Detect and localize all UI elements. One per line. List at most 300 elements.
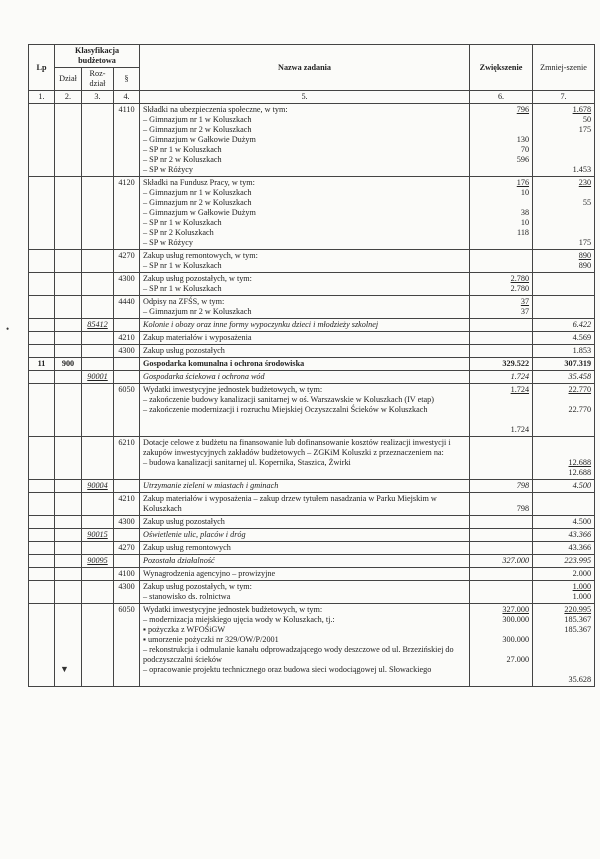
cell-paragraf: 4120 [114,177,140,250]
cell-dzial [55,104,82,177]
line-text: Wydatki inwestycyjne jednostek budżetowych, w tym: [143,605,323,614]
line-decrease [536,188,591,198]
cell-paragraf: 6050 [114,384,140,437]
cell-zwiekszenie [470,273,533,296]
cell-lp [29,371,55,384]
line-decrease: 6.422 [572,320,592,329]
cell-dzial [55,555,82,568]
cell-zwiekszenie [470,177,533,250]
cell-lp [29,581,55,604]
line-text: Wydatki inwestycyjne jednostek budżetowych, w tym: [143,385,323,394]
cell-paragraf [114,371,140,384]
cell-rozdzial: 90001 [82,371,114,384]
line-decrease [536,135,591,145]
line-text: Zakup materiałów i wyposażenia – zakup drzew tytułem nasadzania w Parku Miejskim w Koluszkach [143,494,437,513]
cell-zmniejszenie [533,177,595,250]
cell-lp [29,480,55,493]
line-increase [473,517,529,527]
line-decrease: 1.453 [572,165,592,174]
cell-dzial [55,542,82,555]
line-decrease [536,284,591,294]
cell-dzial [55,581,82,604]
cell-rozdzial [82,581,114,604]
line-increase [473,333,529,343]
cell-zmniejszenie [533,296,595,319]
cell-nazwa [140,332,470,345]
line-increase [473,198,529,208]
line-text: Składki na Fundusz Pracy, w tym: [143,178,255,187]
line-decrease: 185.367 [564,625,592,634]
line-increase [473,165,529,175]
cell-lp [29,296,55,319]
cell-paragraf [114,555,140,568]
cell-zwiekszenie [470,371,533,384]
table-row [29,371,595,384]
cell-nazwa [140,542,470,555]
line-text: – SP w Różycy [143,165,193,174]
line-decrease [536,218,591,228]
cell-zwiekszenie [470,437,533,480]
cell-zmniejszenie [533,568,595,581]
line-text: – SP nr 2 w Koluszkach [143,155,222,164]
line-decrease: 890 [578,261,592,270]
line-decrease: 2.000 [572,569,592,578]
cell-nazwa [140,568,470,581]
cell-rozdzial [82,296,114,319]
cell-paragraf: 4270 [114,542,140,555]
cell-lp [29,529,55,542]
line-text: Zakup materiałów i wyposażenia [143,333,252,342]
line-decrease: 4.569 [572,333,592,342]
cell-lp [29,177,55,250]
line-text: Gospodarka komunalna i ochrona środowiska [143,359,305,368]
line-decrease: 1.853 [572,346,592,355]
line-increase [473,569,529,579]
cell-zwiekszenie [470,516,533,529]
table-row [29,581,595,604]
cell-zwiekszenie [470,345,533,358]
cell-zmniejszenie [533,437,595,480]
cell-rozdzial [82,568,114,581]
cell-nazwa [140,480,470,493]
cell-paragraf: 4300 [114,345,140,358]
cell-lp [29,437,55,480]
line-text: Dotacje celowe z budżetu na finansowanie lub dofinansowanie kosztów realizacji inwestycji i zakupów inwestycyjnych zakładów budżetowych – ZGKiM Koluszki z przeznaczeniem na: [143,438,451,457]
cell-zmniejszenie [533,480,595,493]
cell-nazwa [140,581,470,604]
cell-dzial [55,273,82,296]
table-row [29,273,595,296]
line-decrease: 890 [578,251,592,260]
line-decrease: 307.319 [564,359,592,368]
line-text: ▪ pożyczka z WFOŚiGW [143,625,226,634]
line-text: – SP nr 1 w Koluszkach [143,145,222,154]
line-increase: 327.000 [502,556,530,565]
line-increase [473,530,529,540]
line-decrease [536,208,591,218]
table-row [29,384,595,437]
cell-zwiekszenie [470,250,533,273]
cell-lp [29,493,55,516]
cell-zwiekszenie [470,581,533,604]
line-decrease [536,228,591,238]
col-number: 3. [82,91,114,104]
line-increase: 596 [516,155,530,164]
line-decrease [536,635,591,645]
cell-paragraf [114,480,140,493]
line-decrease: 1.000 [572,582,592,591]
table-row [29,568,595,581]
cell-dzial [55,177,82,250]
line-increase [473,251,529,261]
cell-nazwa [140,384,470,437]
table-row [29,529,595,542]
cell-nazwa [140,104,470,177]
line-increase: 329.522 [502,359,530,368]
cell-dzial [55,319,82,332]
line-increase: 2.780 [510,284,530,293]
cell-lp [29,273,55,296]
line-text: – Gimnazjum nr 1 w Koluszkach [143,188,252,197]
cell-paragraf: 4110 [114,104,140,177]
line-text: Składki na ubezpieczenia społeczne, w tym: [143,105,288,114]
cell-rozdzial [82,177,114,250]
line-text: Zakup usług remontowych [143,543,231,552]
cell-zmniejszenie [533,345,595,358]
cell-zwiekszenie [470,493,533,516]
cell-rozdzial [82,273,114,296]
line-decrease: 35.458 [568,372,592,381]
line-decrease [536,415,591,435]
line-increase: 327.000 [502,605,530,614]
line-text: – SP nr 1 w Koluszkach [143,261,222,270]
line-text: – stanowisko ds. rolnictwa [143,592,231,601]
line-text: – budowa kanalizacji sanitarnej ul. Kopernika, Staszica, Żwirki [143,458,351,467]
cell-zwiekszenie [470,332,533,345]
cell-paragraf: 6210 [114,437,140,480]
line-text: Kolonie i obozy oraz inne formy wypoczynku dzieci i młodzieży szkolnej [143,320,379,329]
line-increase: 1.724 [510,372,530,381]
cell-zwiekszenie [470,568,533,581]
line-increase: 10 [520,218,530,227]
cell-rozdzial: 85412 [82,319,114,332]
col-klasyfikacja-header: Klasyfikacja budżetowa [55,45,140,68]
line-text: – Gimnazjum w Gałkowie Dużym [143,135,256,144]
line-text: Zakup usług pozostałych, w tym: [143,274,252,283]
line-decrease: 22.770 [568,385,592,394]
table-row [29,319,595,332]
cell-rozdzial [82,250,114,273]
table-row [29,250,595,273]
col-zmniejszenie-header: Zmniej-szenie [533,45,595,91]
line-text: ▪ umorzenie pożyczki nr 329/OW/P/2001 [143,635,279,644]
cell-rozdzial [82,516,114,529]
col-zwiekszenie-header: Zwiększenie [470,45,533,91]
cell-rozdzial [82,542,114,555]
cell-nazwa [140,177,470,250]
cell-nazwa [140,358,470,371]
cell-nazwa [140,555,470,568]
cell-zmniejszenie [533,273,595,296]
line-increase: 130 [516,135,530,144]
cell-zwiekszenie [470,104,533,177]
cell-paragraf: 6050 [114,604,140,687]
cell-rozdzial: 90015 [82,529,114,542]
line-text: – SP nr 1 w Koluszkach [143,218,222,227]
cell-nazwa [140,345,470,358]
cell-paragraf: 4300 [114,516,140,529]
line-increase: 27.000 [506,655,530,664]
line-text: – rekonstrukcja i odmulanie kanału odprowadzającego wody deszczowe od ul. Brzezińskiej do podczyszczalni ścieków [143,645,454,664]
col-lp-header: Lp [29,45,55,91]
cell-zmniejszenie [533,104,595,177]
line-text: Gospodarka ściekowa i ochrona wód [143,372,265,381]
line-decrease [536,155,591,165]
cell-zmniejszenie [533,604,595,687]
line-decrease [536,307,591,317]
cell-lp [29,332,55,345]
column-number-row [29,91,595,104]
cell-dzial [55,568,82,581]
cell-zmniejszenie [533,358,595,371]
table-row [29,345,595,358]
cell-rozdzial [82,104,114,177]
line-decrease: 230 [578,178,592,187]
line-decrease: 55 [582,198,592,207]
cell-lp [29,250,55,273]
cell-zmniejszenie [533,493,595,516]
line-decrease [536,145,591,155]
line-decrease: 4.500 [572,481,592,490]
cell-lp [29,568,55,581]
cell-nazwa [140,437,470,480]
line-decrease [536,645,591,665]
table-row [29,437,595,480]
line-increase [473,625,529,635]
line-increase: 37 [520,297,530,306]
cell-dzial [55,529,82,542]
line-decrease: 4.500 [572,517,592,526]
line-decrease: 1.678 [572,105,592,114]
cell-dzial [55,296,82,319]
line-decrease [536,274,591,284]
line-text: Utrzymanie zieleni w miastach i gminach [143,481,279,490]
cell-lp [29,516,55,529]
cell-zwiekszenie [470,296,533,319]
cell-dzial [55,250,82,273]
line-increase [473,346,529,356]
line-decrease: 43.366 [568,530,592,539]
cell-dzial [55,493,82,516]
line-decrease: 12.688 [568,468,592,477]
cell-paragraf: 4210 [114,332,140,345]
line-decrease [536,297,591,307]
line-text: – SP w Różycy [143,238,193,247]
cell-nazwa [140,529,470,542]
cell-lp [29,542,55,555]
cell-dzial [55,604,82,687]
line-text: – Gimnazjum nr 1 w Koluszkach [143,115,252,124]
scan-mark: ▼ [60,664,69,674]
line-text: – opracowanie projektu technicznego oraz budowa sieci wodociągowej ul. Słowackiego [143,665,432,674]
line-text: Odpisy na ZFŚS, w tym: [143,297,225,306]
cell-zmniejszenie [533,371,595,384]
cell-nazwa [140,319,470,332]
line-decrease: 175 [578,125,592,134]
line-increase [473,115,529,125]
line-decrease: 185.367 [564,615,592,624]
line-increase: 300.000 [502,635,530,644]
line-increase [473,395,529,415]
line-increase: 2.780 [510,274,530,283]
line-decrease: 12.688 [568,458,592,467]
line-increase: 118 [517,228,530,237]
table-row [29,493,595,516]
header-row [29,45,595,68]
line-decrease: 175 [578,238,592,247]
line-increase: 300.000 [502,615,530,624]
line-text: Oświetlenie ulic, placów i dróg [143,530,246,539]
table-row [29,480,595,493]
cell-nazwa [140,371,470,384]
cell-zwiekszenie [470,358,533,371]
line-text: Pozostała działalność [143,556,215,565]
cell-dzial [55,437,82,480]
line-increase [473,238,529,248]
budget-table [28,44,595,687]
cell-zwiekszenie [470,480,533,493]
cell-dzial [55,384,82,437]
line-increase [473,438,529,468]
cell-zwiekszenie [470,542,533,555]
cell-rozdzial [82,604,114,687]
cell-dzial [55,371,82,384]
cell-paragraf [114,529,140,542]
col-dzial-header: Dział [55,68,82,91]
line-decrease: 35.628 [568,675,592,684]
cell-zwiekszenie [470,604,533,687]
cell-lp [29,604,55,687]
cell-lp: 11 [29,358,55,371]
line-text: – zakończenie modernizacji i rozruchu Miejskiej Oczyszczalni Ścieków w Koluszkach [143,405,428,414]
line-decrease: 22.770 [568,405,592,414]
line-increase [473,592,529,602]
col-number: 7. [533,91,595,104]
line-text: – zakończenie budowy kanalizacji sanitarnej w oś. Warszawskie w Koluszkach (IV etap) [143,395,434,404]
line-increase [473,261,529,271]
line-increase: 1.724 [510,425,530,434]
scan-mark: • [6,324,10,334]
cell-zwiekszenie [470,384,533,437]
col-nazwa-header: Nazwa zadania [140,45,470,91]
cell-nazwa [140,273,470,296]
line-increase [473,582,529,592]
line-decrease: 50 [582,115,592,124]
line-increase: 798 [516,481,530,490]
cell-nazwa [140,516,470,529]
line-decrease: 1.000 [572,592,592,601]
table-row [29,177,595,250]
line-text: – SP nr 2 Koluszkach [143,228,214,237]
cell-zwiekszenie [470,555,533,568]
line-text: Zakup usług pozostałych [143,517,225,526]
cell-rozdzial [82,384,114,437]
line-increase [473,125,529,135]
line-text: – SP nr 1 w Koluszkach [143,284,222,293]
table-row [29,296,595,319]
cell-zmniejszenie [533,332,595,345]
cell-paragraf: 4100 [114,568,140,581]
cell-rozdzial [82,332,114,345]
line-increase [473,468,529,478]
cell-lp [29,104,55,177]
line-increase: 38 [520,208,530,217]
col-number: 4. [114,91,140,104]
table-row [29,555,595,568]
col-number: 1. [29,91,55,104]
line-text: Wynagrodzenia agencyjno – prowizyjne [143,569,276,578]
cell-lp [29,555,55,568]
cell-paragraf: 4270 [114,250,140,273]
cell-paragraf [114,319,140,332]
line-decrease [536,494,591,514]
cell-paragraf [114,358,140,371]
cell-rozdzial [82,358,114,371]
cell-zmniejszenie [533,542,595,555]
line-text: Zakup usług pozostałych [143,346,225,355]
cell-dzial [55,516,82,529]
cell-lp [29,384,55,437]
cell-lp [29,319,55,332]
cell-zwiekszenie [470,319,533,332]
line-text: – Gimnazjum nr 2 w Koluszkach [143,198,252,207]
line-text: – Gimnazjum nr 2 w Koluszkach [143,125,252,134]
cell-dzial [55,480,82,493]
table-row [29,104,595,177]
cell-nazwa [140,250,470,273]
line-increase [473,543,529,553]
col-rozdzial-header: Roz-dział [82,68,114,91]
col-paragraf-header: § [114,68,140,91]
cell-zmniejszenie [533,319,595,332]
cell-lp [29,345,55,358]
cell-zmniejszenie [533,581,595,604]
cell-rozdzial [82,493,114,516]
cell-rozdzial [82,345,114,358]
line-increase: 10 [520,188,530,197]
table-row [29,516,595,529]
cell-zmniejszenie [533,555,595,568]
line-increase: 37 [520,307,530,316]
cell-rozdzial: 90095 [82,555,114,568]
table-row [29,358,595,371]
col-number: 5. [140,91,470,104]
line-text: – modernizacja miejskiego ujęcia wody w Koluszkach, tj.: [143,615,335,624]
line-decrease: 223.995 [564,556,592,565]
line-increase: 796 [516,105,530,114]
cell-paragraf: 4440 [114,296,140,319]
cell-zmniejszenie [533,384,595,437]
cell-rozdzial [82,437,114,480]
table-row [29,604,595,687]
cell-nazwa [140,604,470,687]
cell-zmniejszenie [533,250,595,273]
line-decrease: 43.366 [568,543,592,552]
line-increase: 176 [516,178,530,187]
line-decrease: 220.995 [564,605,592,614]
cell-nazwa [140,296,470,319]
table-row [29,332,595,345]
